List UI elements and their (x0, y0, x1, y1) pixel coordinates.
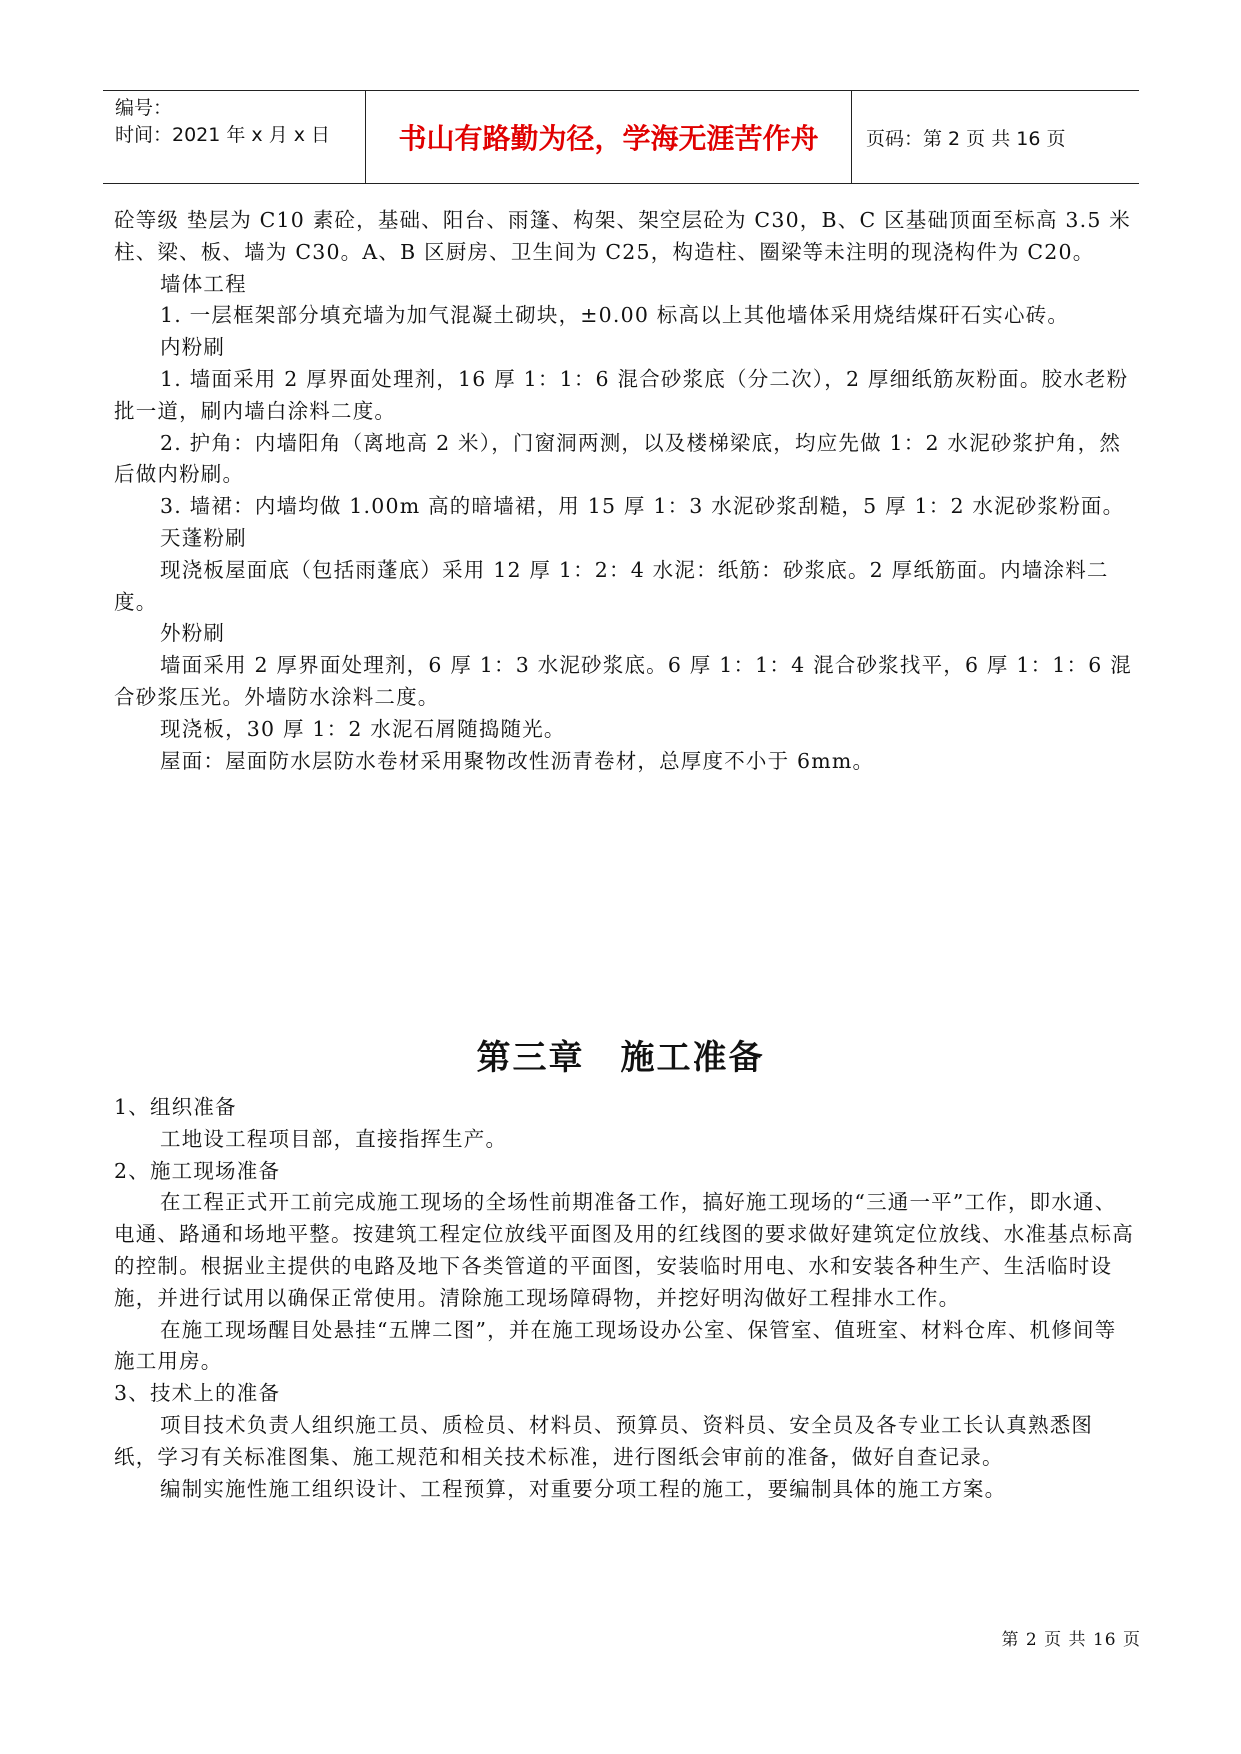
document-number: 编号： (115, 97, 173, 119)
inner-plaster-item-2: 2. 护角：内墙阳角（离地高 2 米），门窗洞两测，以及楼梯梁底，均应先做 1：2 水泥砂浆护角，然后做内粉刷。 (114, 430, 1122, 487)
section-1-title: 1、组织准备 (114, 1095, 237, 1119)
section-1-paragraph: 工地设工程项目部，直接指挥生产。 (160, 1126, 508, 1151)
inner-plaster-heading: 内粉刷 (160, 335, 226, 360)
page-header (103, 90, 1139, 184)
header-page-number: 页码：第 2 页 共 16 页 (866, 127, 1066, 150)
chapter-title: 第三章 施工准备 (476, 1038, 765, 1078)
document-time: 时间：2021 年 x 月 x 日 (115, 124, 331, 146)
section-2-title: 2、施工现场准备 (114, 1158, 281, 1183)
ceiling-paragraph: 现浇板屋面底（包括雨蓬底）采用 12 厚 1：2：4 水泥：纸筋：砂浆底。2 厚纸筋面。内墙涂料二度。 (114, 557, 1109, 614)
inner-plaster-item-1: 1. 墙面采用 2 厚界面处理剂，16 厚 1：1：6 混合砂浆底（分二次），2 厚细纸筋灰粉面。胶水老粉批一道，刷内墙白涂料二度。 (114, 366, 1129, 423)
header-motto: 书山有路勤为径，学海无涯苦作舟 (366, 91, 852, 183)
section-2-paragraph-2: 在施工现场醒目处悬挂“五牌二图”，并在施工现场设办公室、保管室、值班室、材料仓库、机修间等施工用房。 (114, 1317, 1117, 1374)
outer-plaster-paragraph: 墙面采用 2 厚界面处理剂，6 厚 1：3 水泥砂浆底。6 厚 1：1：4 混合砂浆找平，6 厚 1：1：6 混合砂浆压光。外墙防水涂料二度。 (114, 653, 1132, 709)
wall-heading: 墙体工程 (160, 271, 247, 296)
concrete-grade-paragraph: 砼等级 垫层为 C10 素砼，基础、阳台、雨篷、构架、架空层砼为 C30，B、C 区基础顶面至标高 3.5 米柱、梁、板、墙为 C30。A、B 区厨房、卫生间为 C25，构造柱、圈梁等未注明的现浇构件为 C20。 (114, 208, 1132, 264)
section-3-paragraph-2: 编制实施性施工组织设计、工程预算，对重要分项工程的施工，要编制具体的施工方案。 (160, 1476, 1007, 1501)
section-3-title: 3、技术上的准备 (114, 1381, 281, 1406)
section-3-paragraph-1: 项目技术负责人组织施工员、质检员、材料员、预算员、资料员、安全员及各专业工长认真熟悉图纸，学习有关标准图集、施工规范和相关技术标准，进行图纸会审前的准备，做好自查记录。 (114, 1412, 1094, 1469)
outer-plaster-heading: 外粉刷 (160, 621, 226, 646)
section-2-paragraph-1: 在工程正式开工前完成施工现场的全场性前期准备工作，搞好施工现场的“三通一平”工作，即水通、电通、路通和场地平整。按建筑工程定位放线平面图及用的红线图的要求做好建筑定位放线、水准基点标高的控制。根据业主提供的电路及地下各类管道的平面图，安装临时用电、水和安装各种生产、生活临时设施，并进行试用以确保正常使用。清除施工现场障碍物，并挖好明沟做好工程排水工作。 (114, 1190, 1134, 1310)
ceiling-heading: 天蓬粉刷 (160, 525, 247, 550)
header-meta (103, 91, 366, 183)
inner-plaster-item-3: 3. 墙裙：内墙均做 1.00m 高的暗墙裙，用 15 厚 1：3 水泥砂浆刮糙，5 厚 1：2 水泥砂浆粉面。 (160, 494, 1125, 519)
wall-item-1: 1. 一层框架部分填充墙为加气混凝土砌块，±0.00 标高以上其他墙体采用烧结煤矸石实心砖。 (160, 303, 1070, 328)
chapter-body (114, 1092, 1136, 1505)
footer-page-number: 第 2 页 共 16 页 (1001, 1630, 1141, 1650)
body-section (114, 205, 1136, 777)
roof-paragraph: 屋面：屋面防水层防水卷材采用聚物改性沥青卷材，总厚度不小于 6mm。 (160, 748, 875, 773)
slab-paragraph: 现浇板，30 厚 1：2 水泥石屑随捣随光。 (160, 716, 566, 741)
